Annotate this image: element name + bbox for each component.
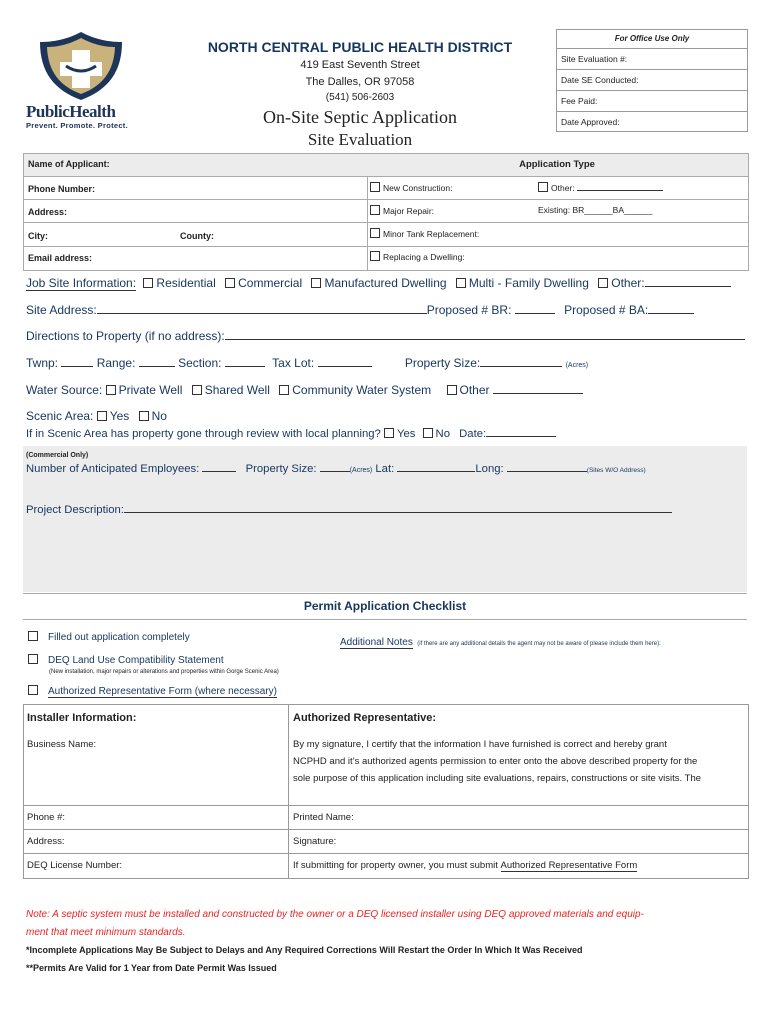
shield-cross-icon: [26, 30, 136, 102]
office-row-site-eval[interactable]: Site Evaluation #:: [557, 49, 747, 70]
minor-tank-checkbox[interactable]: Minor Tank Replacement:: [370, 228, 479, 239]
deq-note: (New installation, major repairs or alterations and properties within Gorge Scenic Area): [49, 669, 279, 675]
office-row-fee[interactable]: Fee Paid:: [557, 91, 747, 112]
office-row-date-approved[interactable]: Date Approved:: [561, 117, 620, 127]
submit-note: If submitting for property owner, you must submit Authorized Representative Form: [293, 860, 638, 871]
org-phone: (541) 506-2603: [325, 92, 395, 103]
installer-address-label[interactable]: Address:: [27, 836, 65, 847]
applicant-name-label[interactable]: Name of Applicant:: [28, 159, 110, 169]
installer-phone-label[interactable]: Phone #:: [27, 812, 66, 823]
application-type-heading: Application Type: [519, 159, 595, 170]
authorized-rep-form-link[interactable]: Authorized Representative Form: [500, 860, 638, 871]
review-no-checkbox[interactable]: No: [423, 428, 450, 440]
certification-line-3: sole purpose of this application including site evaluations, repairs, constructions or site visits. The: [293, 773, 702, 784]
city-label[interactable]: City:: [28, 231, 48, 241]
manufactured-checkbox[interactable]: Manufactured Dwelling: [311, 276, 446, 290]
project-description-field[interactable]: Project Description:: [26, 504, 672, 516]
incomplete-applications-note: *Incomplete Applications May Be Subject to Delays and Any Required Corrections Will Restart the Order In Which It Was Received: [26, 945, 583, 955]
major-repair-checkbox[interactable]: Major Repair:: [370, 205, 434, 216]
scenic-yes-checkbox[interactable]: Yes: [97, 409, 130, 423]
tax-lot-field[interactable]: Tax Lot:: [272, 356, 371, 370]
form-subtitle: Site Evaluation: [307, 130, 413, 149]
county-label[interactable]: County:: [180, 231, 214, 241]
property-size-field[interactable]: Property Size: (Acres): [404, 356, 589, 370]
footer-note-line-2: ment that meet minimum standards.: [26, 927, 186, 938]
commercial-checkbox[interactable]: Commercial: [225, 276, 302, 290]
replacing-dwelling-checkbox[interactable]: Replacing a Dwelling:: [370, 251, 465, 262]
form-title: On-Site Septic Application: [263, 107, 457, 127]
checklist-heading: Permit Application Checklist: [303, 599, 467, 613]
certification-line-2: NCPHD and it’s authorized agents permission to enter onto the above described property for the: [293, 756, 698, 767]
section-field[interactable]: Section:: [178, 356, 265, 370]
representative-heading: Authorized Representative:: [293, 712, 437, 724]
certification-line-1: By my signature, I certify that the information I have furnished is correct and hereby grant: [293, 739, 667, 750]
address-label[interactable]: Address:: [28, 207, 68, 217]
checklist-item-authorized[interactable]: Authorized Representative Form (where necessary): [28, 685, 277, 698]
site-address-row: [26, 303, 694, 317]
office-use-heading: For Office Use Only: [557, 30, 747, 49]
office-use-box: [556, 29, 748, 132]
site-address-field[interactable]: Site Address:: [26, 303, 427, 317]
job-site-row: [26, 276, 746, 291]
checklist-item-application[interactable]: Filled out application completely: [28, 631, 190, 643]
private-well-checkbox[interactable]: Private Well: [106, 383, 183, 397]
legal-description-row: [26, 356, 588, 370]
printed-name-label[interactable]: Printed Name:: [293, 812, 354, 823]
scenic-review-row: If in Scenic Area has property gone through review with local planning? Yes No Date:: [26, 428, 556, 440]
email-label[interactable]: Email address:: [28, 253, 93, 263]
twnp-field[interactable]: Twnp:: [26, 356, 93, 370]
logo: [26, 30, 136, 130]
scenic-no-checkbox[interactable]: No: [139, 409, 167, 423]
footer-note-line-1: Note: A septic system must be installed and constructed by the owner or a DEQ licensed installer using DEQ approved materials and equip-: [26, 909, 644, 920]
installer-rep-table: [23, 704, 749, 879]
checklist-item-deq[interactable]: DEQ Land Use Compatibility Statement: [28, 654, 224, 666]
logo-tagline: Prevent. Promote. Protect.: [26, 121, 128, 130]
org-street: 419 East Seventh Street: [300, 59, 420, 71]
water-other-checkbox[interactable]: Other: [447, 383, 583, 397]
additional-notes[interactable]: Additional Notes (if there are any additional details the agent may not be aware of please include them here):: [340, 637, 661, 648]
proposed-ba-field[interactable]: Proposed # BA:: [564, 303, 694, 317]
business-name-label[interactable]: Business Name:: [27, 739, 97, 750]
existing-br-ba[interactable]: Existing: BR______BA______: [538, 205, 653, 215]
org-name: NORTH CENTRAL PUBLIC HEALTH DISTRICT: [207, 39, 513, 55]
permit-validity-note: **Permits Are Valid for 1 Year from Date Permit Was Issued: [26, 963, 277, 973]
residential-checkbox[interactable]: Residential: [143, 276, 215, 290]
office-row-date-se[interactable]: Date SE Conducted:: [557, 70, 747, 91]
range-field[interactable]: Range:: [97, 356, 175, 370]
review-yes-checkbox[interactable]: Yes: [384, 428, 415, 440]
commercial-only-label: (Commercial Only): [26, 452, 89, 459]
logo-wordmark: PublicHealth: [26, 102, 116, 121]
lat-field[interactable]: Lat:: [375, 463, 475, 475]
community-water-checkbox[interactable]: Community Water System: [279, 383, 431, 397]
review-date-field[interactable]: Date:: [459, 428, 556, 440]
signature-label[interactable]: Signature:: [293, 836, 337, 847]
commercial-property-size-field[interactable]: Property Size: (Acres): [245, 463, 373, 475]
job-site-label: Job Site Information:: [26, 276, 137, 290]
installer-heading: Installer Information:: [27, 712, 137, 724]
directions-row[interactable]: Directions to Property (if no address):: [26, 329, 745, 343]
job-other-checkbox[interactable]: Other:: [598, 276, 730, 290]
water-source-row: Water Source: Private Well Shared Well Community Water System Other: [26, 383, 583, 397]
commercial-section: [23, 446, 747, 592]
applicant-table: [23, 153, 749, 271]
type-other-checkbox[interactable]: Other:: [538, 182, 663, 193]
multi-family-checkbox[interactable]: Multi - Family Dwelling: [456, 276, 589, 290]
long-field[interactable]: Long: (Sites W/O Address): [475, 463, 646, 475]
deq-license-label[interactable]: DEQ License Number:: [27, 860, 123, 871]
scenic-area-row: Scenic Area: Yes No: [26, 409, 167, 423]
new-construction-checkbox[interactable]: New Construction:: [370, 182, 452, 193]
checklist-heading-bar: [23, 593, 747, 620]
applicant-header-row: [24, 154, 748, 177]
proposed-br-field[interactable]: Proposed # BR:: [427, 303, 555, 317]
employees-field[interactable]: Number of Anticipated Employees:: [26, 463, 236, 475]
org-city: The Dalles, OR 97058: [305, 76, 415, 88]
phone-number-label[interactable]: Phone Number:: [28, 184, 96, 194]
shared-well-checkbox[interactable]: Shared Well: [192, 383, 270, 397]
